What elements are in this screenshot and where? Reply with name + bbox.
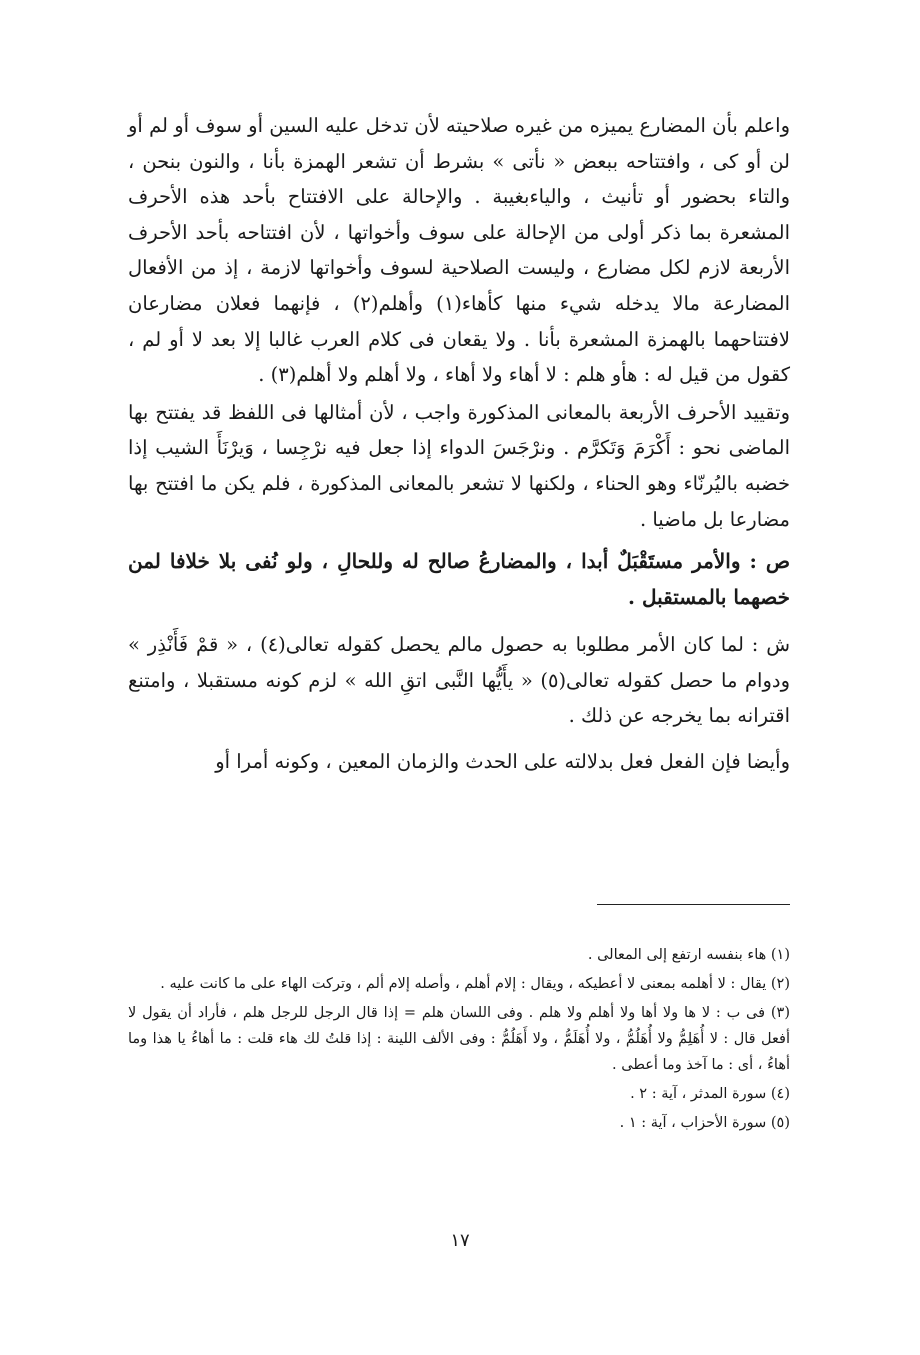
footnotes: [128, 942, 790, 1139]
paragraph-four-letters: وتقييد الأحرف الأربعة بالمعانى المذكورة واجب ، لأن أمثالها فى اللفظ قد يفتتح بها الماضى نحو : أَكْرَمَ وَتَكرَّم . ونرْجَسَ الدواء إذا جعل فيه نرْجِسا ، وَيرْنَأَ الشيب إذا خضبه باليُرنّاء وهو الحناء ، ولكنها لا تشعر بالمعانى المذكورة ، فلم يكن ما افتتح بها مضارعا بل ماضيا .: [128, 400, 790, 531]
footnote-5: (٥) سورة الأحزاب ، آية : ١ .: [619, 1115, 790, 1131]
footnote-3: (٣) فى ب : لا ها ولا أها ولا أهلم ولا هلم . وفى اللسان هلم = إذا قال الرجل للرجل هلم ، فأراد أن يقول لا أفعل قال : لا أُهَلِمُّ ولا أُهَلُمُّ ، ولا أُهَلَمُّ ، ولا أَهَلُمُّ : وفى الألف اللينة : إذا قلتُ لك هاء قلت : ما أهاءُ يا هذا وما أهاءُ ، أى : ما آخذ وما أعطى .: [128, 1005, 790, 1073]
footnote-2: (٢) يقال : لا أهلمه بمعنى لا أعطيكه ، ويقال : إلام أهلم ، وأصله إلام ألم ، وتركت الهاء على ما كانت عليه .: [160, 976, 790, 992]
footnote-4: (٤) سورة المدثر ، آية : ٢ .: [630, 1086, 790, 1102]
paragraph-mudari-definition: واعلم بأن المضارع يميزه من غيره صلاحيته لأن تدخل عليه السين أو سوف أو لم أو لن أو كى ، وافتتاحه ببعض « نأتى » بشرط أن تشعر الهمزة بأنا ، والنون بنحن ، والتاء بحضور أو تأنيث ، والياءبغيبة . والإحالة على الافتتاح بأحد هذه الأحرف المشعرة بما ذكر أولى من الإحالة على سوف وأخواتها ، لأن افتتاحه بأحد الأحرف الأربعة لازم لكل مضارع ، وليست الصلاحية لسوف وأخواتها لازمة ، إذ من الأفعال المضارعة مالا يدخله شيء منها كأهاء(١) وأهلم(٢) ، فإنهما فعلان مضارعان لافتتاحهما بالهمزة المشعرة بأنا . ولا يقعان فى كلام العرب غالبا إلا بعد لا أو لم ، كقول من قيل له : هأو هلم : لا أهاء ولا أهاء ، ولا أهلم ولا أهلم(٣) .: [128, 114, 790, 387]
paragraph-matn-bold: ص : والأمر مستَقْبَلٌ أبدا ، والمضارعُ صالح له وللحالِ ، ولو نُفى بلا خلافا لمن خصهما بالمستقبل .: [128, 549, 790, 610]
footnote-1: (١) هاء بنفسه ارتفع إلى المعالى .: [587, 947, 790, 963]
paragraph-sharh-commentary: ش : لما كان الأمر مطلوبا به حصول مالم يحصل كقوله تعالى(٤) ، « قمْ فَأَنْذِر » ودوام ما حصل كقوله تعالى(٥) « يأَيُّها النَّبى اتقِ الله » لزم كونه مستقبلا ، وامتنع اقترانه بما يخرجه عن ذلك .: [128, 633, 791, 728]
page-number: ١٧: [450, 1230, 470, 1251]
main-text: [128, 108, 790, 780]
footnote-divider: [597, 904, 790, 905]
paragraph-continuation: وأيضا فإن الفعل فعل بدلالته على الحدث والزمان المعين ، وكونه أمرا أو: [215, 749, 790, 773]
